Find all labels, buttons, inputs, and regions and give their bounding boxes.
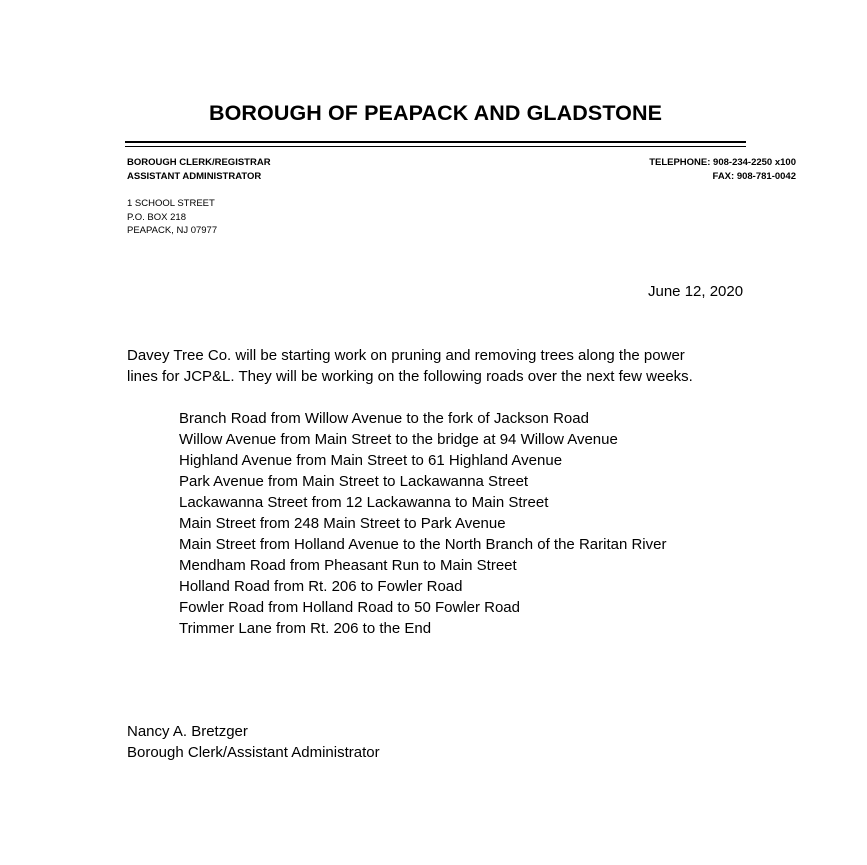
contact-block xyxy=(649,156,796,183)
address-line-3: PEAPACK, NJ 07977 xyxy=(127,225,218,236)
road-list xyxy=(179,408,666,639)
office-line-2: ASSISTANT ADMINISTRATOR xyxy=(127,170,262,182)
road-item: Branch Road from Willow Avenue to the fork of Jackson Road xyxy=(179,410,589,427)
road-item: Trimmer Lane from Rt. 206 to the End xyxy=(179,620,432,637)
letterhead-title: BOROUGH OF PEAPACK AND GLADSTONE xyxy=(208,101,663,125)
signature-name: Nancy A. Bretzger xyxy=(127,723,248,740)
road-item: Highland Avenue from Main Street to 61 Highland Avenue xyxy=(179,452,563,469)
address-line-1: 1 SCHOOL STREET xyxy=(127,198,215,209)
header-rule-thick xyxy=(125,141,746,143)
road-item: Main Street from Holland Avenue to the North Branch of the Raritan River xyxy=(179,536,667,553)
letter-date: June 12, 2020 xyxy=(648,283,744,300)
address-block xyxy=(127,197,217,238)
telephone: TELEPHONE: 908-234-2250 x100 xyxy=(649,157,796,168)
signature-title: Borough Clerk/Assistant Administrator xyxy=(127,744,380,761)
header-rule-thin xyxy=(125,146,746,147)
address-line-2: P.O. BOX 218 xyxy=(127,211,186,223)
body-line-1: Davey Tree Co. will be starting work on pruning and removing trees along the power xyxy=(127,347,685,364)
road-item: Willow Avenue from Main Street to the bridge at 94 Willow Avenue xyxy=(179,431,618,448)
road-item: Holland Road from Rt. 206 to Fowler Road xyxy=(179,578,463,595)
office-line-1: BOROUGH CLERK/REGISTRAR xyxy=(127,157,271,168)
letter-body xyxy=(127,345,767,387)
road-item: Fowler Road from Holland Road to 50 Fowler Road xyxy=(179,599,520,616)
fax: FAX: 908-781-0042 xyxy=(712,170,796,182)
road-item: Park Avenue from Main Street to Lackawanna Street xyxy=(179,473,529,490)
road-item: Lackawanna Street from 12 Lackawanna to Main Street xyxy=(179,494,549,511)
road-item: Mendham Road from Pheasant Run to Main Street xyxy=(179,557,517,574)
signature-block xyxy=(127,721,380,763)
office-block xyxy=(127,156,271,183)
road-item: Main Street from 248 Main Street to Park Avenue xyxy=(179,515,506,532)
body-line-2: lines for JCP&L. They will be working on the following roads over the next few weeks. xyxy=(127,368,693,385)
